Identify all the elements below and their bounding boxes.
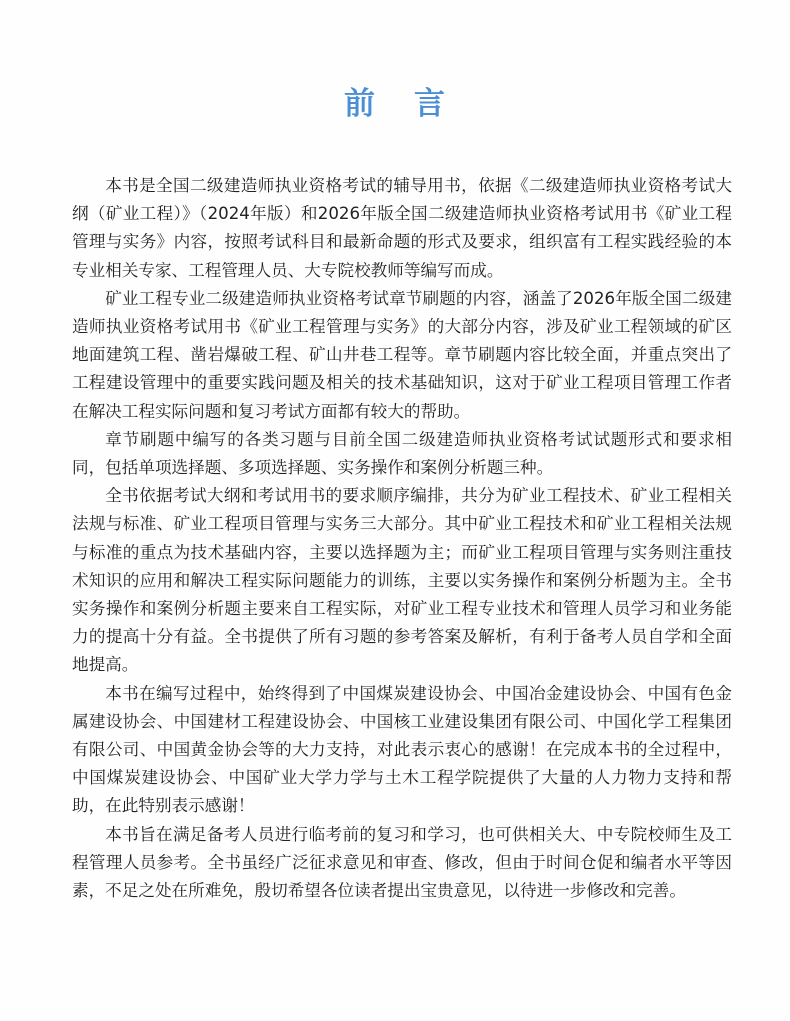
paragraph-4: 全书依据考试大纲和考试用书的要求顺序编排，共分为矿业工程技术、矿业工程相关法规与标准、矿业工程项目管理与实务三大部分。其中矿业工程技术和矿业工程相关法规与标准的重点为技术基础内容，主要以选择题为主；而矿业工程项目管理与实务则注重技术知识的应用和解决工程实际问题能力的训练，主要以实务操作和案例分析题为主。全书实务操作和案例分析题主要来自工程实际，对矿业工程专业技术和管理人员学习和业务能力的提高十分有益。全书提供了所有习题的参考答案及解析，有利于备考人员自学和全面地提高。 [72,486,732,675]
preface-body [72,172,732,905]
paragraph-1: 本书是全国二级建造师执业资格考试的辅导用书，依据《二级建造师执业资格考试大纲（矿业工程）》（2024年版）和2026年版全国二级建造师执业资格考试用书《矿业工程管理与实务》内容，按照考试科目和最新命题的形式及要求，组织富有工程实践经验的本专业相关专家、工程管理人员、大专院校教师等编写而成。 [72,176,732,280]
title-char-2: 言 [414,86,446,122]
title-char-1: 前 [344,86,376,122]
page-title [0,84,790,124]
paragraph-6: 本书旨在满足备考人员进行临考前的复习和学习，也可供相关大、中专院校师生及工程管理人员参考。全书虽经广泛征求意见和审查、修改，但由于时间仓促和编者水平等因素，不足之处在所难免，殷切希望各位读者提出宝贵意见，以待进一步修改和完善。 [72,824,732,901]
paragraph-5: 本书在编写过程中，始终得到了中国煤炭建设协会、中国冶金建设协会、中国有色金属建设协会、中国建材工程建设协会、中国核工业建设集团有限公司、中国化学工程集团有限公司、中国黄金协会等的大力支持，对此表示衷心的感谢！在完成本书的全过程中，中国煤炭建设协会、中国矿业大学力学与土木工程学院提供了大量的人力物力支持和帮助，在此特别表示感谢！ [72,683,732,816]
paragraph-3: 章节刷题中编写的各类习题与目前全国二级建造师执业资格考试试题形式和要求相同，包括单项选择题、多项选择题、实务操作和案例分析题三种。 [72,429,732,478]
paragraph-2: 矿业工程专业二级建造师执业资格考试章节刷题的内容，涵盖了2026年版全国二级建造师执业资格考试用书《矿业工程管理与实务》的大部分内容，涉及矿业工程领域的矿区地面建筑工程、凿岩爆破工程、矿山井巷工程等。章节刷题内容比较全面，并重点突出了工程建设管理中的重要实践问题及相关的技术基础知识，这对于矿业工程项目管理工作者在解决工程实际问题和复习考试方面都有较大的帮助。 [72,288,732,421]
